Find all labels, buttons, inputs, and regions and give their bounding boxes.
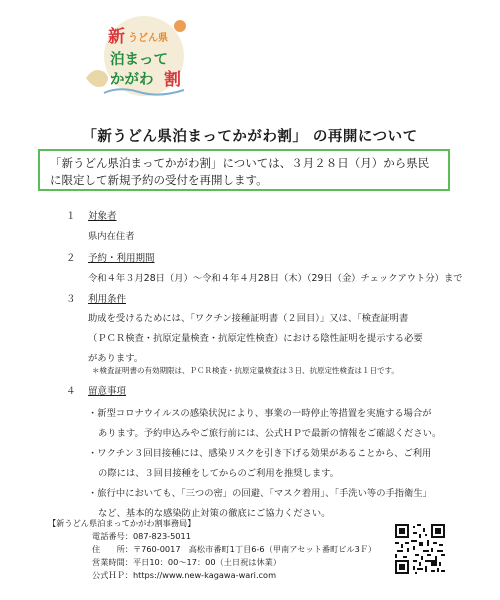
- section-label: 予約・利用期間: [88, 253, 155, 264]
- office-phone: 電話番号：087-823-5011: [92, 531, 191, 541]
- section-number: ２: [66, 253, 76, 264]
- office-name: 【新うどん県泊まってかがわ割事務局】: [48, 518, 196, 528]
- office-hours: 営業時間：平日10：00～17：00（土日祝は休業）: [92, 557, 282, 567]
- logo-sun-icon: [174, 20, 186, 32]
- section-3-line-1: 助成を受けるためには、「ワクチン接種証明書（２回目）」又は、「検査証明書: [88, 313, 409, 324]
- office-contact-block: [48, 518, 377, 588]
- announcement-text: 「新うどん県泊まってかがわ割」については、３月２８日（月）から県民に限定して新規予約の受付を再開します。: [50, 156, 430, 187]
- section-4-line-4: の際には、３回目接種をしてからのご利用を推奨します。: [98, 468, 339, 479]
- qr-code[interactable]: [395, 524, 445, 574]
- section-3-line-3: があります。: [88, 353, 144, 364]
- logo-line-1: うどん県: [128, 33, 168, 44]
- section-heading-4: [66, 383, 126, 397]
- section-label: 対象者: [88, 211, 117, 222]
- campaign-logo: [84, 8, 202, 108]
- logo-wari-mark: 割: [164, 70, 181, 90]
- section-3-line-2: （ＰＣＲ検査・抗原定量検査・抗原定性検査）における陰性証明を提示する必要: [88, 333, 423, 344]
- logo-line-2: 泊まって: [110, 52, 168, 68]
- office-website-link[interactable]: 公式ＨＰ：https://www.new-kagawa-wari.com: [92, 570, 277, 580]
- logo-new-mark: 新: [108, 27, 125, 47]
- section-4-line-5: ・旅行中においても、「三つの密」の回避、「マスク着用」、「手洗い等の手指衛生」: [88, 488, 432, 499]
- section-label: 留意事項: [88, 386, 127, 397]
- announcement-box: [38, 149, 450, 191]
- section-number: ４: [66, 386, 76, 397]
- section-2-text: 令和４年３月28日（月）～令和４年４月28日（木）（29日（金）チェックアウト分）まで: [88, 273, 463, 284]
- section-heading-1: [66, 208, 117, 222]
- section-4-line-2: あります。予約申込みやご旅行前には、公式ＨＰで最新の情報をご確認ください。: [98, 428, 442, 439]
- section-number: １: [66, 211, 76, 222]
- section-label: 利用条件: [88, 294, 127, 305]
- section-1-text: 県内在住者: [88, 231, 135, 242]
- section-4-line-3: ・ワクチン３回目接種には、感染リスクを引き下げる効果があることから、ご利用: [88, 448, 432, 459]
- page-title: 「新うどん県泊まってかがわ割」 の再開について: [82, 129, 418, 145]
- section-3-note: ＊検査証明書の有効期限は、ＰＣＲ検査・抗原定量検査は３日、抗原定性検査は１日です。: [92, 366, 399, 375]
- section-heading-2: [66, 250, 155, 264]
- section-4-line-6: など、基本的な感染防止対策の徹底にご協力ください。: [98, 508, 331, 519]
- section-number: ３: [66, 294, 76, 305]
- section-heading-3: [66, 291, 126, 305]
- office-address: 住 所：〒760-0017 高松市番町1丁目6-6（甲南アセット番町ビル3Ｆ）: [92, 544, 377, 554]
- logo-line-3: かがわ: [110, 72, 154, 88]
- section-4-line-1: ・新型コロナウイルスの感染状況により、事業の一時停止等措置を実施する場合が: [88, 408, 432, 419]
- logo-udon-bowl-icon: [86, 70, 108, 87]
